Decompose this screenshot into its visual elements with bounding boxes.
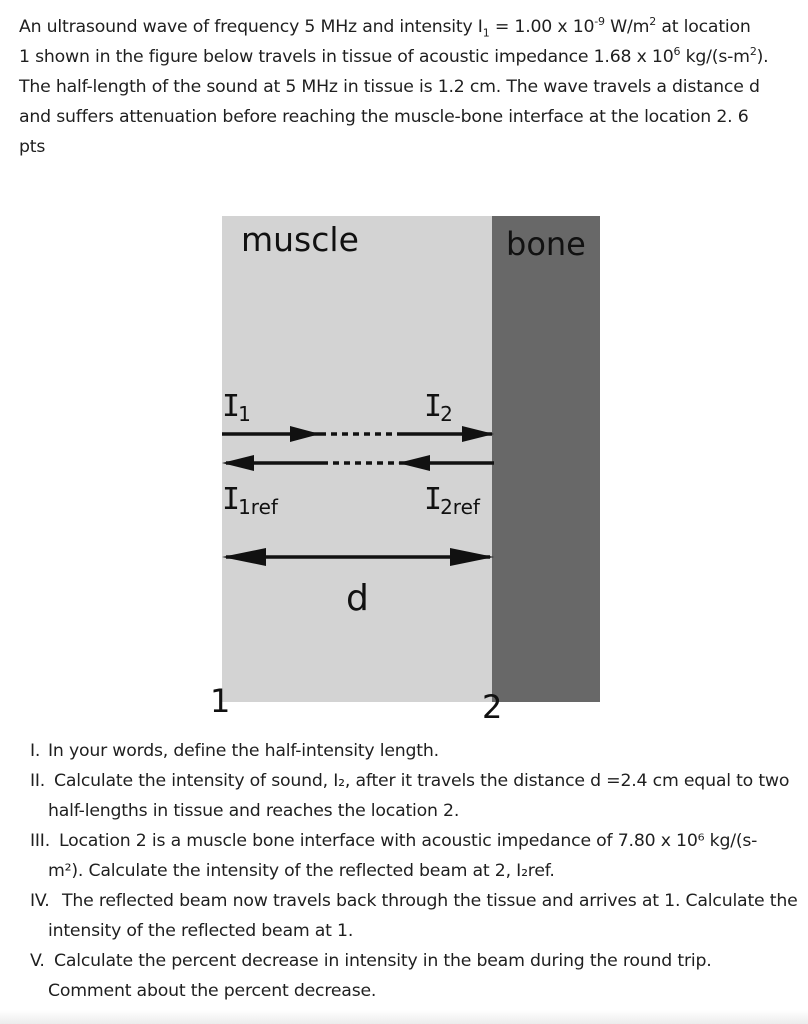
question-marker: II. [30, 771, 46, 791]
problem-line-3: The half-length of the sound at 5 MHz in tissue is 1.2 cm. The wave travels a distance d [19, 77, 760, 97]
question-list [30, 736, 800, 1006]
label-subscript: 2 [440, 402, 453, 426]
question-marker: III. [30, 831, 50, 851]
reflected-arrowhead-mid [398, 455, 430, 471]
label-base: I [424, 482, 443, 517]
incident-arrowhead-right [462, 426, 494, 442]
distance-label: d [346, 578, 369, 619]
label-base: I [222, 482, 241, 517]
label-subscript: 2ref [440, 495, 480, 519]
question-text: Comment about the percent decrease. [48, 981, 377, 1001]
subscript: 1 [482, 26, 490, 40]
bottom-edge-shade [0, 1010, 808, 1024]
bone-label: bone [506, 225, 586, 263]
label-subscript: 1 [238, 402, 251, 426]
question-item [30, 736, 800, 766]
problem-line-5: pts [19, 137, 46, 157]
location-2-label: 2 [482, 688, 503, 726]
superscript: 2 [649, 15, 657, 29]
superscript: 2 [749, 45, 757, 59]
label-subscript: 1ref [238, 495, 278, 519]
question-text: Calculate the percent decrease in intensity in the beam during the round trip. [54, 951, 712, 971]
question-item [30, 886, 800, 946]
question-item [30, 946, 800, 1006]
problem-text-segment: W/m [604, 17, 650, 37]
label-base: I [424, 389, 443, 424]
question-marker: V. [30, 951, 45, 971]
question-item [30, 766, 800, 826]
question-item [30, 826, 800, 886]
problem-text-segment: at location [656, 17, 751, 37]
question-text: In your words, define the half-intensity length. [48, 741, 439, 761]
location-1-label: 1 [210, 682, 231, 720]
incident-arrowhead-left [290, 426, 320, 442]
question-marker: I. [30, 741, 41, 761]
problem-text-segment: ). [756, 47, 769, 67]
superscript: 6 [673, 45, 681, 59]
question-text: Location 2 is a muscle bone interface with acoustic impedance of 7.80 x 10⁶ kg/(s- [59, 831, 758, 851]
reflected-arrowhead-left [222, 455, 254, 471]
superscript: -9 [594, 15, 605, 29]
question-text: m²). Calculate the intensity of the reflected beam at 2, I₂ref. [48, 861, 555, 881]
question-text: Calculate the intensity of sound, I₂, after it travels the distance d =2.4 cm equal to two [54, 771, 790, 791]
problem-text-segment: = 1.00 x 10 [489, 17, 595, 37]
question-text: half-lengths in tissue and reaches the location 2. [48, 801, 460, 821]
distance-arrowhead-left [222, 548, 266, 566]
problem-text-segment: kg/(s-m [680, 47, 750, 67]
question-text: intensity of the reflected beam at 1. [48, 921, 354, 941]
distance-arrowhead-right [450, 548, 494, 566]
question-text: The reflected beam now travels back through the tissue and arrives at 1. Calculate the [62, 891, 798, 911]
problem-text-segment: 1 shown in the figure below travels in tissue of acoustic impedance 1.68 x 10 [19, 47, 674, 67]
question-marker: IV. [30, 891, 50, 911]
label-base: I [222, 389, 241, 424]
muscle-label: muscle [241, 220, 359, 259]
problem-line-4: and suffers attenuation before reaching the muscle-bone interface at the location 2. 6 [19, 107, 749, 127]
problem-text-segment: An ultrasound wave of frequency 5 MHz and intensity I [19, 17, 483, 37]
